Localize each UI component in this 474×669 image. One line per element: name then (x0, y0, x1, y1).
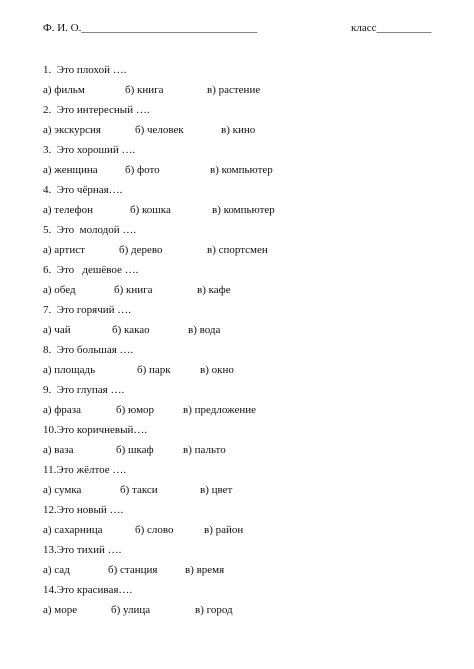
answer-option-b[interactable]: б) такси (120, 484, 158, 496)
question-prompt: 8. Это большая …. (43, 344, 134, 356)
answer-options-row (43, 404, 443, 418)
answer-option-b[interactable]: б) парк (137, 364, 171, 376)
answer-option-b[interactable]: б) кошка (130, 204, 171, 216)
answer-option-v[interactable]: в) город (195, 604, 233, 616)
answer-option-v[interactable]: в) пальто (183, 444, 226, 456)
answer-option-v[interactable]: в) предложение (183, 404, 257, 416)
answer-option-b[interactable]: б) фото (125, 164, 160, 176)
answer-option-v[interactable]: в) компьютер (212, 204, 275, 216)
answer-option-b[interactable]: б) улица (111, 604, 151, 616)
answer-options-row (43, 164, 443, 178)
answer-option-a[interactable]: а) сахарница (43, 524, 103, 536)
answer-option-b[interactable]: б) слово (135, 524, 174, 536)
answer-option-a[interactable]: а) обед (43, 284, 76, 296)
answer-option-b[interactable]: б) человек (135, 124, 184, 136)
answer-option-b[interactable]: б) книга (114, 284, 153, 296)
name-field-label[interactable]: Ф. И. О.________________________________ (43, 22, 258, 34)
header (43, 22, 434, 38)
answer-option-v[interactable]: в) спортсмен (207, 244, 268, 256)
question-prompt: 13.Это тихий …. (43, 544, 122, 556)
question-prompt: 12.Это новый …. (43, 504, 124, 516)
answer-option-v[interactable]: в) окно (200, 364, 234, 376)
question-prompt: 3. Это хороший …. (43, 144, 136, 156)
answer-options-row (43, 564, 443, 578)
answer-option-a[interactable]: а) фильм (43, 84, 85, 96)
answer-options-row (43, 324, 443, 338)
question-prompt: 6. Это дешёвое …. (43, 264, 139, 276)
answer-option-b[interactable]: б) станция (108, 564, 158, 576)
answer-option-a[interactable]: а) фраза (43, 404, 82, 416)
answer-options-row (43, 484, 443, 498)
answer-options-row (43, 204, 443, 218)
answer-option-a[interactable]: а) ваза (43, 444, 74, 456)
question-prompt: 2. Это интересный …. (43, 104, 150, 116)
answer-options-row (43, 444, 443, 458)
answer-option-a[interactable]: а) женщина (43, 164, 98, 176)
answer-option-a[interactable]: а) чай (43, 324, 71, 336)
answer-option-a[interactable]: а) площадь (43, 364, 96, 376)
answer-option-v[interactable]: в) компьютер (210, 164, 273, 176)
answer-options-row (43, 284, 443, 298)
answer-options-row (43, 364, 443, 378)
class-field-label[interactable]: класс__________ (351, 22, 432, 34)
answer-option-v[interactable]: в) цвет (200, 484, 233, 496)
answer-option-v[interactable]: в) вода (188, 324, 221, 336)
answer-option-v[interactable]: в) кино (221, 124, 256, 136)
question-prompt: 10.Это коричневый…. (43, 424, 148, 436)
answer-options-row (43, 84, 443, 98)
question-prompt: 5. Это молодой …. (43, 224, 137, 236)
answer-options-row (43, 244, 443, 258)
answer-option-v[interactable]: в) растение (207, 84, 261, 96)
answer-option-v[interactable]: в) район (204, 524, 244, 536)
answer-option-v[interactable]: в) кафе (197, 284, 231, 296)
answer-option-a[interactable]: а) море (43, 604, 78, 616)
answer-option-b[interactable]: б) шкаф (116, 444, 154, 456)
question-prompt: 1. Это плохой …. (43, 64, 127, 76)
answer-option-v[interactable]: в) время (185, 564, 225, 576)
question-prompt: 4. Это чёрная…. (43, 184, 123, 196)
answer-option-b[interactable]: б) какао (112, 324, 150, 336)
answer-option-a[interactable]: а) артист (43, 244, 85, 256)
answer-option-a[interactable]: а) сад (43, 564, 70, 576)
question-prompt: 11.Это жёлтое …. (43, 464, 127, 476)
answer-option-b[interactable]: б) книга (125, 84, 164, 96)
answer-option-b[interactable]: б) юмор (116, 404, 155, 416)
answer-options-row (43, 604, 443, 618)
answer-option-a[interactable]: а) сумка (43, 484, 82, 496)
question-prompt: 9. Это глупая …. (43, 384, 125, 396)
answer-option-a[interactable]: а) экскурсия (43, 124, 101, 136)
answer-options-row (43, 524, 443, 538)
answer-options-row (43, 124, 443, 138)
question-prompt: 14.Это красивая…. (43, 584, 133, 596)
answer-option-a[interactable]: а) телефон (43, 204, 94, 216)
question-prompt: 7. Это горячий …. (43, 304, 132, 316)
answer-option-b[interactable]: б) дерево (119, 244, 163, 256)
